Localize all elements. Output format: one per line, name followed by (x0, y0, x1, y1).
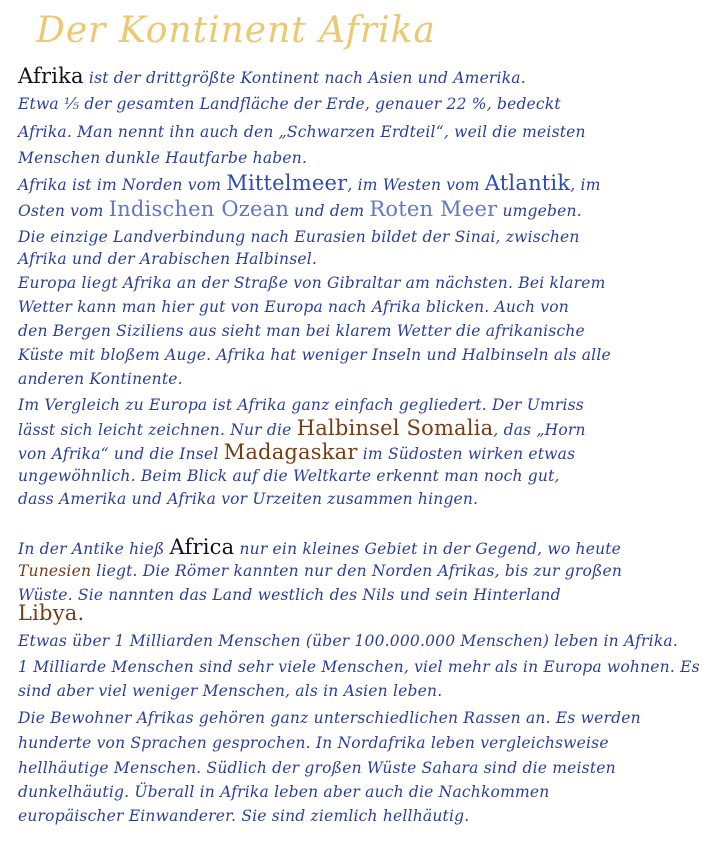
text-line (18, 227, 708, 247)
text-segment: hunderte von Sprachen gesprochen. In Nordafrika leben vergleichsweise (18, 734, 609, 752)
text-line (18, 249, 708, 269)
text-segment: liegt. Die Römer kannten nur den Norden Afrikas, bis zur großen (91, 562, 623, 580)
text-segment: In der Antike hieß (18, 540, 170, 558)
text-line (18, 733, 708, 753)
keyword-atlantik: Atlantik (484, 171, 571, 195)
text-line (18, 782, 708, 802)
keyword-mittelmeer: Mittelmeer (226, 171, 348, 195)
text-segment: Küste mit bloßem Auge. Afrika hat weniger Inseln und Halbinseln als alle (18, 346, 611, 364)
keyword-tunesien: Tunesien (18, 562, 92, 580)
keyword-halbinsel-somalia: Halbinsel Somalia (296, 416, 494, 440)
text-line (18, 297, 708, 317)
text-line (18, 148, 708, 168)
text-segment: nur ein kleines Gebiet in der Gegend, wo heute (234, 540, 622, 558)
text-line (18, 657, 708, 677)
text-segment: hellhäutige Menschen. Südlich der großen Wüste Sahara sind die meisten (18, 759, 616, 777)
text-segment: ist der drittgrößte Kontinent nach Asien und Amerika. (83, 69, 526, 87)
keyword-libya: Libya. (18, 601, 85, 625)
text-line (18, 681, 708, 701)
text-line (18, 395, 708, 415)
text-segment: den Bergen Siziliens aus sieht man bei klarem Wetter die afrikanische (18, 322, 585, 340)
text-segment: 1 Milliarde Menschen sind sehr viele Menschen, viel mehr als in Europa wohnen. Es (18, 658, 700, 676)
text-segment: von Afrika“ und die Insel (18, 445, 224, 463)
text-segment: Die einzige Landverbindung nach Eurasien bildet der Sinai, zwischen (18, 228, 580, 246)
text-segment: Osten vom (18, 202, 109, 220)
text-segment: im Südosten wirken etwas (357, 445, 576, 463)
text-segment: umgeben. (497, 202, 582, 220)
text-line (18, 273, 708, 293)
text-segment: Afrika und der Arabischen Halbinsel. (18, 250, 318, 268)
text-segment: dass Amerika und Afrika vor Urzeiten zusammen hingen. (18, 490, 479, 508)
text-line (18, 561, 708, 581)
text-line (18, 345, 708, 365)
text-line (18, 199, 708, 221)
text-segment: , das „Horn (493, 421, 586, 439)
keyword-indischer-ozean: Indischen Ozean (108, 197, 290, 221)
keyword-rotes-meer: Roten Meer (369, 197, 498, 221)
text-segment: Afrika ist im Norden vom (18, 176, 227, 194)
text-line (18, 94, 708, 114)
text-segment: Menschen dunkle Hautfarbe haben. (18, 149, 308, 167)
text-segment: und dem (289, 202, 370, 220)
text-line (18, 173, 708, 195)
text-line (18, 442, 708, 464)
text-line (18, 585, 708, 605)
text-line (18, 537, 708, 559)
text-line (18, 418, 708, 440)
text-segment: Wetter kann man hier gut von Europa nach Afrika blicken. Auch von (18, 298, 569, 316)
text-segment: dunkelhäutig. Überall in Afrika leben aber auch die Nachkommen (18, 783, 550, 801)
text-segment: Die Bewohner Afrikas gehören ganz unterschiedlichen Rassen an. Es werden (18, 709, 641, 727)
text-segment: , im Westen vom (347, 176, 485, 194)
text-line (18, 489, 708, 509)
text-segment: Wüste. Sie nannten das Land westlich des Nils und sein Hinterland (18, 586, 561, 604)
text-line (18, 66, 708, 88)
text-line (18, 466, 708, 486)
text-segment: Afrika. Man nennt ihn auch den „Schwarzen Erdteil“, weil die meisten (18, 123, 586, 141)
keyword-africa: Africa (169, 535, 235, 559)
page-title: Der Kontinent Afrika (36, 10, 436, 51)
text-line (18, 122, 708, 142)
text-segment: Etwa ⅕ der gesamten Landfläche der Erde, genauer 22 %, bedeckt (18, 95, 561, 113)
text-segment: , im (570, 176, 601, 194)
text-line (18, 321, 708, 341)
keyword-afrika: Afrika (18, 64, 84, 88)
text-segment: Im Vergleich zu Europa ist Afrika ganz einfach gegliedert. Der Umriss (18, 396, 584, 414)
text-segment: Etwas über 1 Milliarden Menschen (über 100.000.000 Menschen) leben in Afrika. (18, 632, 678, 650)
text-line (18, 369, 708, 389)
text-line (18, 806, 708, 826)
text-line (18, 758, 708, 778)
text-segment: europäischer Einwanderer. Sie sind ziemlich hellhäutig. (18, 807, 470, 825)
keyword-madagaskar: Madagaskar (223, 440, 358, 464)
text-segment: ungewöhnlich. Beim Blick auf die Weltkarte erkennt man noch gut, (18, 467, 560, 485)
text-segment: sind aber viel weniger Menschen, als in Asien leben. (18, 682, 443, 700)
text-line (18, 631, 708, 651)
text-line (18, 708, 708, 728)
text-segment: Europa liegt Afrika an der Straße von Gibraltar am nächsten. Bei klarem (18, 274, 606, 292)
text-segment: anderen Kontinente. (18, 370, 183, 388)
text-line (18, 603, 708, 625)
text-segment: lässt sich leicht zeichnen. Nur die (18, 421, 297, 439)
